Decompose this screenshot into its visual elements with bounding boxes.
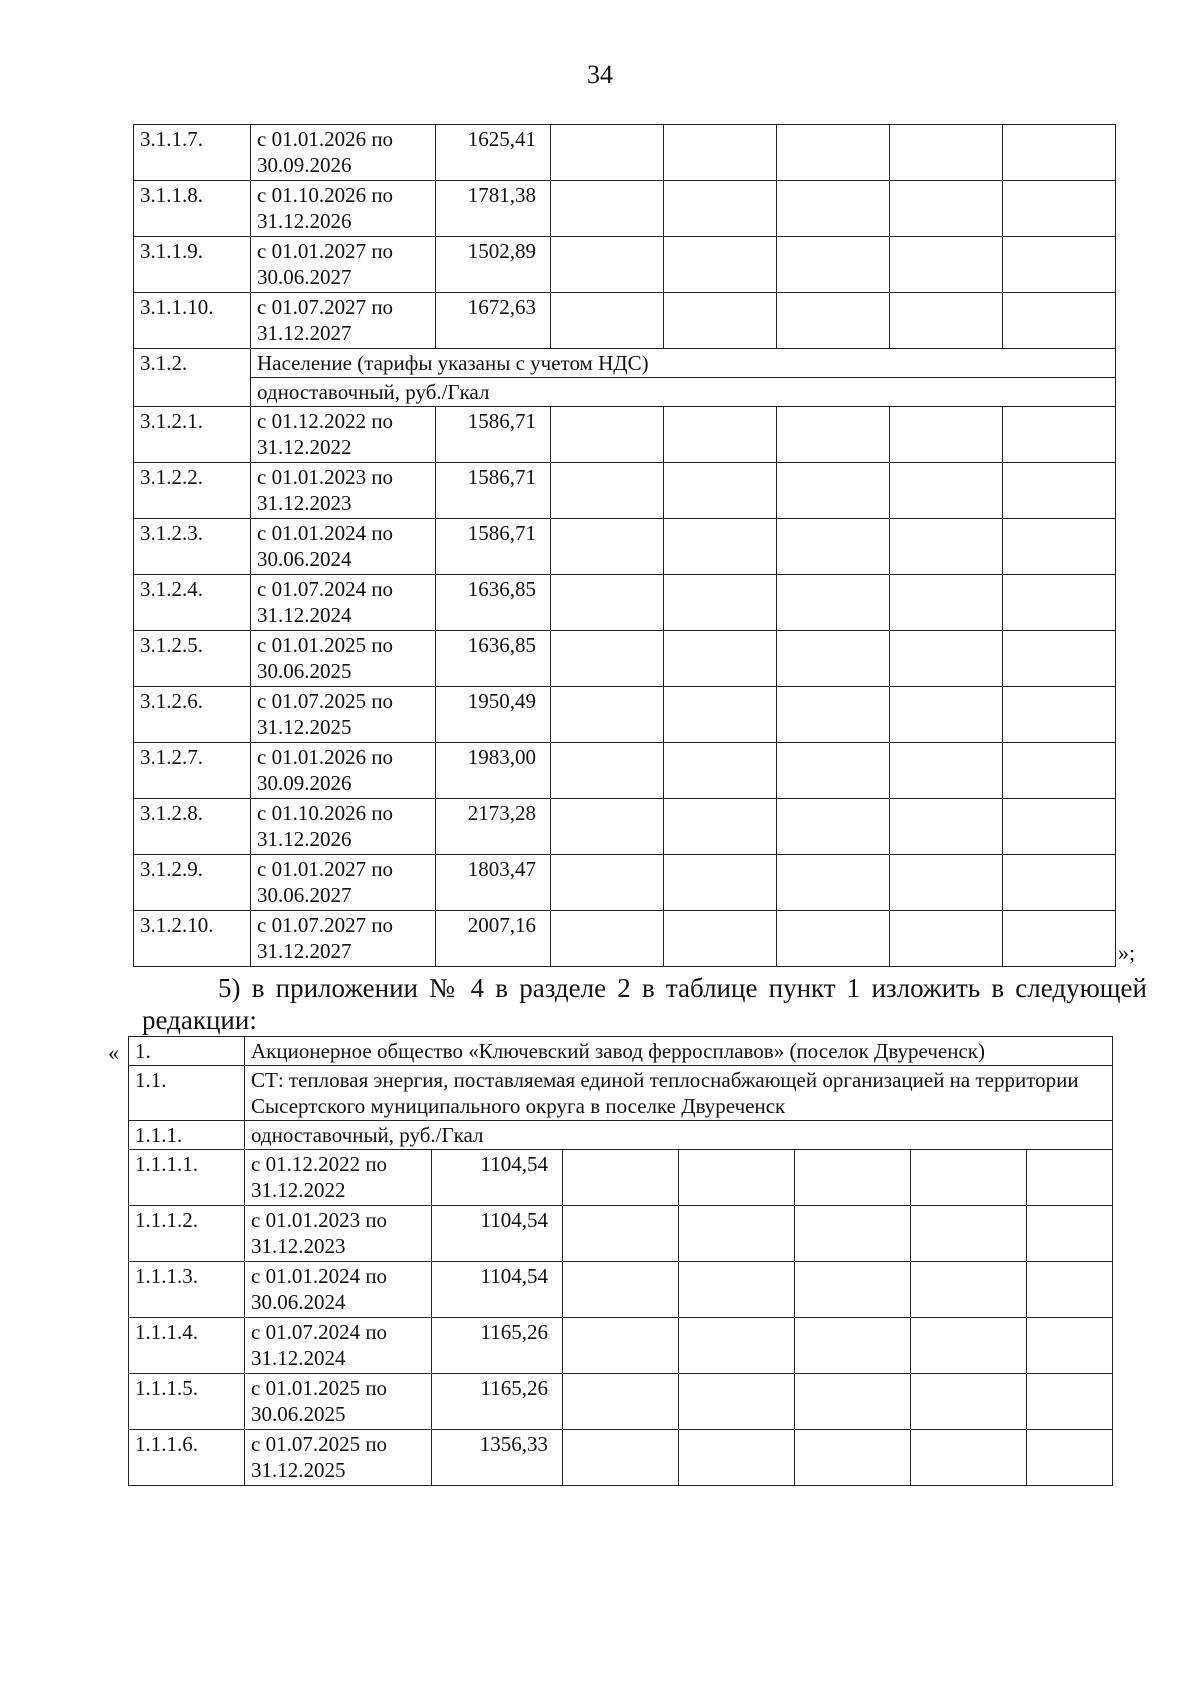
amendment-paragraph: 5) в приложении № 4 в разделе 2 в таблице пункт 1 изложить в следующей редакции: xyxy=(142,973,1147,1035)
table-row xyxy=(134,407,1116,463)
row-period xyxy=(245,1206,432,1262)
row-period xyxy=(251,799,436,855)
empty-cell xyxy=(777,575,890,631)
row-code: 3.1.1.10. xyxy=(134,293,251,349)
empty-cell xyxy=(563,1318,679,1374)
empty-cell xyxy=(795,1206,911,1262)
empty-cell xyxy=(777,237,890,293)
row-period xyxy=(245,1318,432,1374)
table-row xyxy=(129,1206,1113,1262)
empty-cell xyxy=(777,181,890,237)
section-subtitle: одноставочный, руб./Гкал xyxy=(251,378,1116,407)
row-period xyxy=(245,1150,432,1206)
empty-cell xyxy=(890,855,1003,911)
empty-cell xyxy=(1027,1430,1113,1486)
tariff-type-code: 1.1.1. xyxy=(129,1121,245,1150)
empty-cell xyxy=(1003,181,1116,237)
table-row xyxy=(134,181,1116,237)
empty-cell xyxy=(795,1318,911,1374)
empty-cell xyxy=(664,237,777,293)
table-row xyxy=(129,1374,1113,1430)
row-value: 1586,71 xyxy=(436,407,551,463)
period-start: с 01.01.2024 по xyxy=(257,521,394,545)
empty-cell xyxy=(1027,1374,1113,1430)
row-code: 3.1.2.3. xyxy=(134,519,251,575)
empty-cell xyxy=(890,181,1003,237)
empty-cell xyxy=(551,743,664,799)
empty-cell xyxy=(679,1150,795,1206)
period-end: 30.09.2026 xyxy=(257,771,352,795)
empty-cell xyxy=(679,1430,795,1486)
empty-cell xyxy=(679,1262,795,1318)
row-period xyxy=(245,1374,432,1430)
row-period xyxy=(251,181,436,237)
period-start: с 01.01.2023 по xyxy=(257,465,394,489)
empty-cell xyxy=(1003,519,1116,575)
empty-cell xyxy=(551,575,664,631)
table1-section xyxy=(134,349,1116,407)
row-period xyxy=(251,855,436,911)
empty-cell xyxy=(1003,237,1116,293)
period-start: с 01.01.2027 по xyxy=(257,857,394,881)
row-code: 3.1.2.1. xyxy=(134,407,251,463)
table2-body xyxy=(129,1150,1113,1486)
empty-cell xyxy=(551,687,664,743)
empty-cell xyxy=(563,1430,679,1486)
row-value: 2007,16 xyxy=(436,911,551,967)
empty-cell xyxy=(563,1150,679,1206)
table-row xyxy=(134,575,1116,631)
empty-cell xyxy=(890,125,1003,181)
empty-cell xyxy=(1003,799,1116,855)
empty-cell xyxy=(1003,575,1116,631)
period-end: 30.06.2024 xyxy=(251,1290,346,1314)
period-start: с 01.01.2027 по xyxy=(257,239,394,263)
row-value: 1165,26 xyxy=(432,1318,563,1374)
row-period xyxy=(251,463,436,519)
row-period xyxy=(251,631,436,687)
empty-cell xyxy=(1003,125,1116,181)
empty-cell xyxy=(890,575,1003,631)
row-value: 1983,00 xyxy=(436,743,551,799)
period-start: с 01.07.2025 по xyxy=(257,689,394,713)
period-start: с 01.12.2022 по xyxy=(251,1152,388,1176)
table-row xyxy=(134,519,1116,575)
empty-cell xyxy=(551,463,664,519)
row-period xyxy=(251,293,436,349)
tariff-table-population xyxy=(133,124,1116,967)
empty-cell xyxy=(1003,855,1116,911)
row-period xyxy=(251,237,436,293)
empty-cell xyxy=(777,855,890,911)
row-code: 3.1.1.9. xyxy=(134,237,251,293)
empty-cell xyxy=(1027,1150,1113,1206)
period-end: 31.12.2027 xyxy=(257,939,352,963)
empty-cell xyxy=(795,1150,911,1206)
period-start: с 01.01.2026 по xyxy=(257,745,394,769)
period-start: с 01.10.2026 по xyxy=(257,801,394,825)
period-start: с 01.01.2026 по xyxy=(257,127,394,151)
period-start: с 01.07.2027 по xyxy=(257,295,394,319)
empty-cell xyxy=(664,631,777,687)
row-value: 1803,47 xyxy=(436,855,551,911)
empty-cell xyxy=(911,1430,1027,1486)
period-end: 31.12.2023 xyxy=(257,491,352,515)
row-value: 1672,63 xyxy=(436,293,551,349)
empty-cell xyxy=(777,519,890,575)
empty-cell xyxy=(664,463,777,519)
empty-cell xyxy=(777,743,890,799)
empty-cell xyxy=(1027,1262,1113,1318)
period-end: 30.06.2025 xyxy=(257,659,352,683)
table-row xyxy=(134,743,1116,799)
row-value: 1104,54 xyxy=(432,1206,563,1262)
service-description: СТ: тепловая энергия, поставляемая единой теплоснабжающей организацией на территории Сысертского муниципального округа в поселке Двуреченск xyxy=(245,1066,1113,1121)
empty-cell xyxy=(911,1262,1027,1318)
row-value: 1356,33 xyxy=(432,1430,563,1486)
row-value: 1586,71 xyxy=(436,463,551,519)
empty-cell xyxy=(890,407,1003,463)
empty-cell xyxy=(890,911,1003,967)
empty-cell xyxy=(679,1318,795,1374)
empty-cell xyxy=(679,1206,795,1262)
row-value: 1781,38 xyxy=(436,181,551,237)
row-period xyxy=(251,125,436,181)
table-row xyxy=(129,1318,1113,1374)
empty-cell xyxy=(563,1374,679,1430)
period-end: 31.12.2026 xyxy=(257,827,352,851)
row-code: 3.1.2.8. xyxy=(134,799,251,855)
empty-cell xyxy=(1003,631,1116,687)
company-code: 1. xyxy=(129,1037,245,1066)
table-row xyxy=(134,631,1116,687)
table-row xyxy=(134,855,1116,911)
period-start: с 01.07.2027 по xyxy=(257,913,394,937)
period-end: 30.06.2024 xyxy=(257,547,352,571)
period-start: с 01.12.2022 по xyxy=(257,409,394,433)
period-end: 31.12.2024 xyxy=(251,1346,346,1370)
period-end: 30.09.2026 xyxy=(257,153,352,177)
period-start: с 01.07.2024 по xyxy=(257,577,394,601)
table1-body-top xyxy=(134,125,1116,349)
empty-cell xyxy=(551,911,664,967)
empty-cell xyxy=(890,463,1003,519)
empty-cell xyxy=(890,293,1003,349)
row-value: 1165,26 xyxy=(432,1374,563,1430)
empty-cell xyxy=(664,407,777,463)
tariff-table-kzf xyxy=(128,1036,1113,1486)
table2-header xyxy=(129,1037,1113,1150)
period-end: 31.12.2025 xyxy=(251,1458,346,1482)
empty-cell xyxy=(551,125,664,181)
company-name: Акционерное общество «Ключевский завод ферросплавов» (поселок Двуреченск) xyxy=(245,1037,1113,1066)
empty-cell xyxy=(911,1374,1027,1430)
empty-cell xyxy=(664,911,777,967)
row-value: 1636,85 xyxy=(436,631,551,687)
empty-cell xyxy=(664,181,777,237)
empty-cell xyxy=(777,407,890,463)
table-row xyxy=(134,687,1116,743)
empty-cell xyxy=(890,799,1003,855)
empty-cell xyxy=(551,799,664,855)
row-code: 1.1.1.1. xyxy=(129,1150,245,1206)
row-period xyxy=(251,743,436,799)
row-code: 1.1.1.3. xyxy=(129,1262,245,1318)
row-code: 3.1.2.9. xyxy=(134,855,251,911)
empty-cell xyxy=(1003,743,1116,799)
row-value: 1104,54 xyxy=(432,1262,563,1318)
period-end: 31.12.2027 xyxy=(257,321,352,345)
period-start: с 01.07.2025 по xyxy=(251,1432,388,1456)
row-code: 1.1.1.5. xyxy=(129,1374,245,1430)
empty-cell xyxy=(890,743,1003,799)
table1-body-bottom xyxy=(134,407,1116,967)
empty-cell xyxy=(911,1318,1027,1374)
row-code: 3.1.1.7. xyxy=(134,125,251,181)
row-value: 1625,41 xyxy=(436,125,551,181)
closing-quote: »; xyxy=(1118,940,1136,965)
row-code: 1.1.1.6. xyxy=(129,1430,245,1486)
empty-cell xyxy=(551,631,664,687)
period-end: 31.12.2022 xyxy=(257,435,352,459)
empty-cell xyxy=(1003,911,1116,967)
empty-cell xyxy=(551,181,664,237)
period-end: 30.06.2025 xyxy=(251,1402,346,1426)
table-row xyxy=(134,799,1116,855)
empty-cell xyxy=(1003,293,1116,349)
row-code: 3.1.2.7. xyxy=(134,743,251,799)
empty-cell xyxy=(777,631,890,687)
row-period xyxy=(251,687,436,743)
table-row xyxy=(134,125,1116,181)
period-start: с 01.10.2026 по xyxy=(257,183,394,207)
row-period xyxy=(251,407,436,463)
empty-cell xyxy=(664,575,777,631)
empty-cell xyxy=(1027,1206,1113,1262)
empty-cell xyxy=(911,1206,1027,1262)
empty-cell xyxy=(777,293,890,349)
empty-cell xyxy=(795,1430,911,1486)
empty-cell xyxy=(1027,1318,1113,1374)
section-code: 3.1.2. xyxy=(134,349,251,407)
empty-cell xyxy=(1003,687,1116,743)
empty-cell xyxy=(795,1374,911,1430)
table-row xyxy=(129,1262,1113,1318)
empty-cell xyxy=(563,1206,679,1262)
period-start: с 01.01.2023 по xyxy=(251,1208,388,1232)
row-code: 3.1.2.6. xyxy=(134,687,251,743)
empty-cell xyxy=(1003,407,1116,463)
row-code: 1.1.1.4. xyxy=(129,1318,245,1374)
row-value: 1586,71 xyxy=(436,519,551,575)
table-row xyxy=(134,463,1116,519)
row-code: 3.1.2.2. xyxy=(134,463,251,519)
empty-cell xyxy=(777,687,890,743)
period-end: 31.12.2025 xyxy=(257,715,352,739)
table-row xyxy=(134,293,1116,349)
tariff-type-label: одноставочный, руб./Гкал xyxy=(245,1121,1113,1150)
empty-cell xyxy=(679,1374,795,1430)
row-value: 1104,54 xyxy=(432,1150,563,1206)
opening-quote: « xyxy=(108,1040,119,1065)
empty-cell xyxy=(795,1262,911,1318)
period-start: с 01.01.2024 по xyxy=(251,1264,388,1288)
period-start: с 01.01.2025 по xyxy=(257,633,394,657)
empty-cell xyxy=(664,125,777,181)
empty-cell xyxy=(664,743,777,799)
empty-cell xyxy=(777,463,890,519)
row-period xyxy=(251,911,436,967)
service-code: 1.1. xyxy=(129,1066,245,1121)
empty-cell xyxy=(563,1262,679,1318)
row-code: 3.1.2.5. xyxy=(134,631,251,687)
empty-cell xyxy=(777,911,890,967)
empty-cell xyxy=(911,1150,1027,1206)
empty-cell xyxy=(664,799,777,855)
row-code: 1.1.1.2. xyxy=(129,1206,245,1262)
period-start: с 01.07.2024 по xyxy=(251,1320,388,1344)
row-value: 1636,85 xyxy=(436,575,551,631)
row-period xyxy=(245,1262,432,1318)
empty-cell xyxy=(664,855,777,911)
row-code: 3.1.2.10. xyxy=(134,911,251,967)
table-row xyxy=(129,1430,1113,1486)
empty-cell xyxy=(890,631,1003,687)
empty-cell xyxy=(890,687,1003,743)
row-code: 3.1.1.8. xyxy=(134,181,251,237)
period-end: 31.12.2023 xyxy=(251,1234,346,1258)
row-period xyxy=(245,1430,432,1486)
period-end: 31.12.2022 xyxy=(251,1178,346,1202)
empty-cell xyxy=(551,519,664,575)
row-value: 1502,89 xyxy=(436,237,551,293)
row-period xyxy=(251,575,436,631)
empty-cell xyxy=(551,855,664,911)
empty-cell xyxy=(664,687,777,743)
empty-cell xyxy=(1003,463,1116,519)
row-code: 3.1.2.4. xyxy=(134,575,251,631)
table-row xyxy=(134,237,1116,293)
empty-cell xyxy=(890,237,1003,293)
empty-cell xyxy=(664,293,777,349)
row-period xyxy=(251,519,436,575)
empty-cell xyxy=(777,125,890,181)
empty-cell xyxy=(551,237,664,293)
empty-cell xyxy=(551,407,664,463)
period-end: 31.12.2024 xyxy=(257,603,352,627)
period-end: 30.06.2027 xyxy=(257,883,352,907)
row-value: 1950,49 xyxy=(436,687,551,743)
table-row xyxy=(134,911,1116,967)
empty-cell xyxy=(890,519,1003,575)
period-end: 30.06.2027 xyxy=(257,265,352,289)
table-row xyxy=(129,1150,1113,1206)
empty-cell xyxy=(551,293,664,349)
page-number: 34 xyxy=(587,60,613,89)
empty-cell xyxy=(777,799,890,855)
period-end: 31.12.2026 xyxy=(257,209,352,233)
period-start: с 01.01.2025 по xyxy=(251,1376,388,1400)
empty-cell xyxy=(664,519,777,575)
section-title: Население (тарифы указаны с учетом НДС) xyxy=(251,349,1116,378)
row-value: 2173,28 xyxy=(436,799,551,855)
